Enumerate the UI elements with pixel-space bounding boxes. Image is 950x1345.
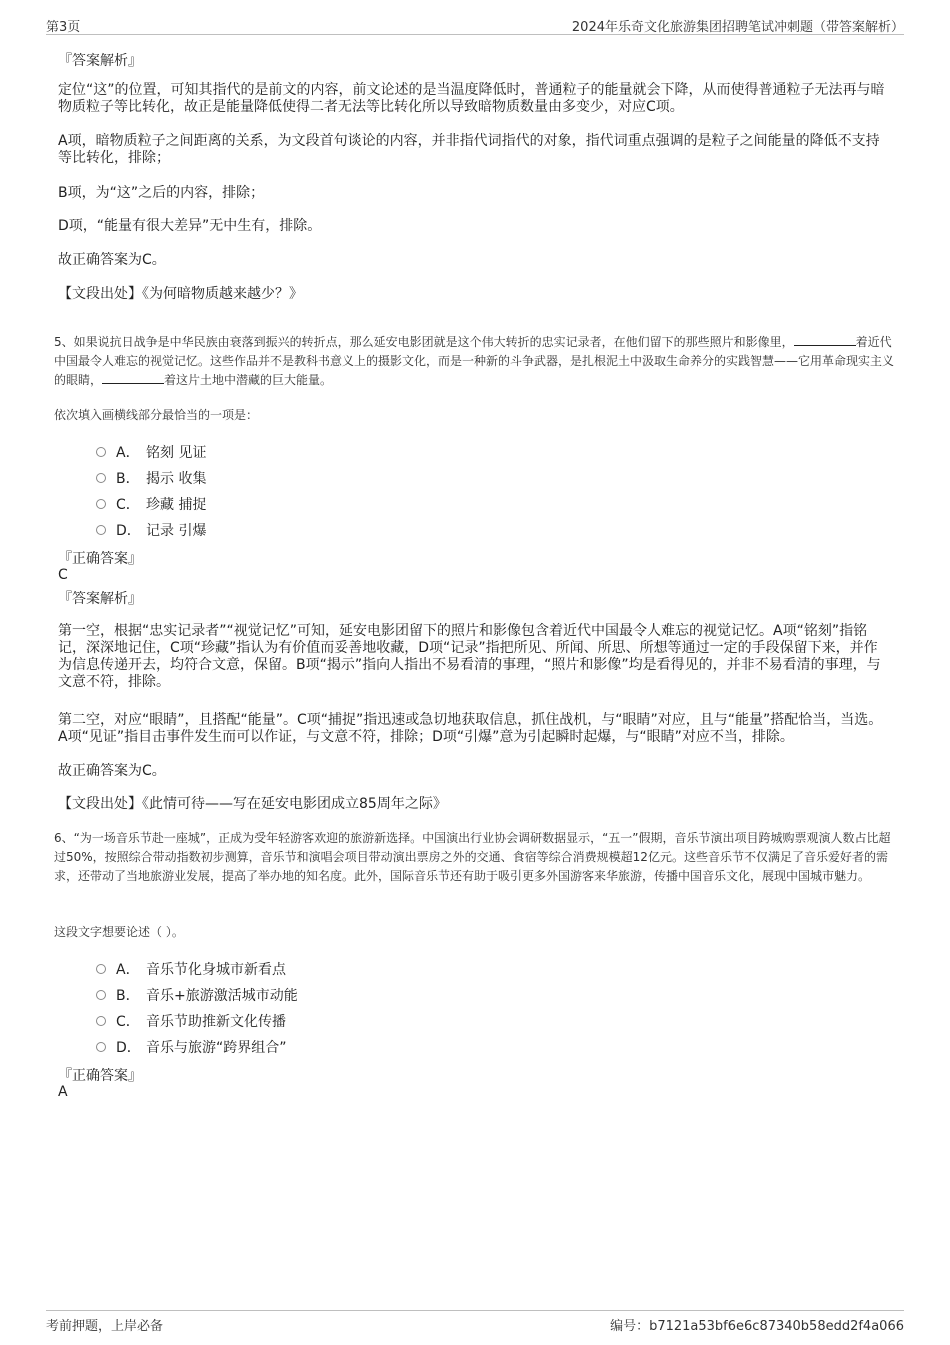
analysis-paragraph: A项，暗物质粒子之间距离的关系，为文段首句谈论的内容，并非指代词指代的对象，指代词重点强调的是粒子之间能量的降低不支持等比转化，排除； [58, 133, 880, 166]
question-6-prompt: 这段文字想要论述（ ）。 [54, 925, 184, 939]
radio-icon[interactable] [96, 1016, 106, 1026]
analysis-paragraph: 第二空，对应“眼睛”，且搭配“能量”。C项“捕捉”指迅速或急切地获取信息，抓住战机，与“眼睛”对应，且与“能量”搭配恰当，当选。A项“见证”指目击事件发生而可以作证，与文意不符，排除；D项“引爆”意为引起瞬时起爆，与“眼睛”对应不当，排除。 [58, 712, 883, 745]
radio-icon[interactable] [96, 473, 106, 483]
correct-answer-label: 『正确答案』 [58, 551, 142, 567]
footer-slogan: 考前押题，上岸必备 [46, 1319, 164, 1334]
option-c[interactable]: C． 珍藏 捕捉 [96, 494, 206, 514]
correct-answer-value: C [58, 567, 68, 583]
question-5-prompt: 依次填入画横线部分最恰当的一项是： [54, 408, 259, 422]
document-title: 2024年乐奇文化旅游集团招聘笔试冲刺题（带答案解析） [571, 20, 904, 35]
source-citation: 【文段出处】《为何暗物质越来越少？》 [58, 286, 303, 302]
option-d[interactable]: D． 音乐与旅游“跨界组合” [96, 1037, 287, 1057]
option-b[interactable]: B． 揭示 收集 [96, 468, 206, 488]
radio-icon[interactable] [96, 525, 106, 535]
answer-summary: 故正确答案为C。 [58, 252, 166, 268]
correct-answer-value: A [58, 1084, 68, 1100]
radio-icon[interactable] [96, 990, 106, 1000]
page-number: 第3页 [46, 20, 81, 35]
analysis-paragraph: 第一空，根据“忠实记录者”“视觉记忆”可知，延安电影团留下的照片和影像包含着近代中国最令人难忘的视觉记忆。A项“铭刻”指铭记，深深地记住，C项“珍藏”指认为有价值而妥善地收藏，D项“记录”指把所见、所闻、所思、所想等通过一定的手段保留下来，并作为信息传递开去，均符合文意，保留。B项“揭示”指向人指出不易看清的事理，“照片和影像”均是看得见的，并非不易看清的事理，与文意不符，排除。 [58, 623, 881, 690]
correct-answer-label: 『正确答案』 [58, 1068, 142, 1084]
option-a[interactable]: A． 音乐节化身城市新看点 [96, 959, 286, 979]
radio-icon[interactable] [96, 964, 106, 974]
analysis-label: 『答案解析』 [58, 591, 142, 607]
option-a[interactable]: A． 铭刻 见证 [96, 442, 206, 462]
fill-blank [102, 371, 164, 384]
analysis-paragraph: D项，“能量有很大差异”无中生有，排除。 [58, 218, 322, 234]
source-citation: 【文段出处】《此情可待——写在延安电影团成立85周年之际》 [58, 796, 447, 812]
radio-icon[interactable] [96, 1042, 106, 1052]
analysis-paragraph: B项，为“这”之后的内容，排除； [58, 185, 265, 201]
question-5-text: 5、如果说抗日战争是中华民族由衰落到振兴的转折点，那么延安电影团就是这个伟大转折的忠实记录者，在他们留下的那些照片和影像里， 着近代中国最令人难忘的视觉记忆。这些作品并不是教科书意义上的摄影文化，而是一种新的斗争武器，是扎根泥土中汲取生命养分的实践智慧——它用革命现实主义的眼睛， 着这片土地中潜藏的巨大能量。 [54, 335, 895, 387]
option-c[interactable]: C． 音乐节助推新文化传播 [96, 1011, 286, 1031]
radio-icon[interactable] [96, 447, 106, 457]
fill-blank [794, 333, 856, 346]
question-6-text: 6、“为一场音乐节赴一座城”，正成为受年轻游客欢迎的旅游新选择。中国演出行业协会调研数据显示，“五一”假期，音乐节演出项目跨城购票观演人数占比超过50%，按照综合带动指数初步测算，音乐节和演唱会项目带动演出票房之外的交通、食宿等综合消费规模超12亿元。这些音乐节不仅满足了音乐爱好者的需求，还带动了当地旅游业发展，提高了举办地的知名度。此外，国际音乐节还有助于吸引更多外国游客来华旅游，传播中国音乐文化，展现中国城市魅力。 [54, 831, 891, 883]
option-b[interactable]: B． 音乐+旅游激活城市动能 [96, 985, 298, 1005]
radio-icon[interactable] [96, 499, 106, 509]
page-footer [46, 1310, 904, 1335]
document-id: 编号：b7121a53bf6e6c87340b58edd2f4a066 [610, 1319, 904, 1334]
option-d[interactable]: D． 记录 引爆 [96, 520, 206, 540]
page-header [46, 14, 904, 35]
answer-summary: 故正确答案为C。 [58, 763, 166, 779]
analysis-label: 『答案解析』 [58, 53, 142, 69]
analysis-paragraph: 定位“这”的位置，可知其指代的是前文的内容，前文论述的是当温度降低时，普通粒子的能量就会下降，从而使得普通粒子无法再与暗物质粒子等比转化，故正是能量降低使得二者无法等比转化所以导致暗物质数量由多变少，对应C项。 [58, 82, 885, 115]
